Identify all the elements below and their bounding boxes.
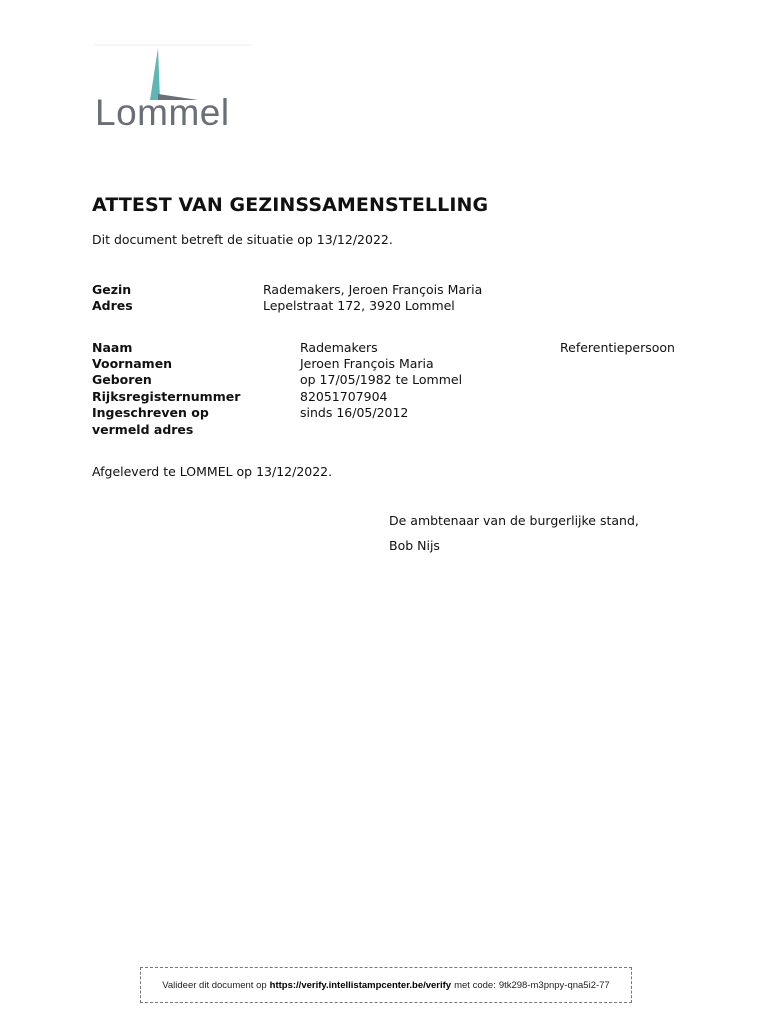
adres-value: Lepelstraat 172, 3920 Lommel	[263, 298, 455, 313]
naam-value: Rademakers	[300, 340, 378, 355]
voornamen-value: Jeroen François Maria	[300, 356, 434, 371]
signature-name: Bob Nijs	[389, 538, 440, 553]
situation-date-text: Dit document betreft de situatie op 13/12/2022.	[92, 232, 393, 247]
rijksregisternummer-label: Rijksregisternummer	[92, 389, 241, 404]
gezin-value: Rademakers, Jeroen François Maria	[263, 282, 483, 297]
relation-value: Referentiepersoon	[560, 340, 675, 355]
geboren-value: op 17/05/1982 te Lommel	[300, 372, 463, 387]
verify-middle: met code:	[454, 979, 496, 991]
ingeschreven-label: Ingeschreven op vermeld adres	[92, 405, 209, 437]
gezin-label: Gezin	[92, 282, 132, 297]
verify-code: 9tk298-m3pnpy-qna5i2-77	[498, 979, 610, 991]
verify-link[interactable]: https://verify.intellistampcenter.be/verify	[269, 979, 452, 991]
verify-prefix: Valideer dit document op	[162, 979, 267, 991]
naam-label: Naam	[92, 340, 133, 355]
adres-label: Adres	[92, 298, 133, 313]
verification-box	[140, 967, 632, 1003]
lommel-logo	[92, 44, 262, 139]
rijksregisternummer-value: 82051707904	[300, 389, 388, 404]
ingeschreven-value: sinds 16/05/2012	[300, 405, 409, 420]
voornamen-label: Voornamen	[92, 356, 173, 371]
signature-role: De ambtenaar van de burgerlijke stand,	[389, 513, 639, 528]
geboren-label: Geboren	[92, 372, 152, 387]
logo-wordmark: Lommel	[95, 92, 230, 133]
issued-text: Afgeleverd te LOMMEL op 13/12/2022.	[92, 464, 333, 479]
document-title: ATTEST VAN GEZINSSAMENSTELLING	[92, 194, 489, 216]
